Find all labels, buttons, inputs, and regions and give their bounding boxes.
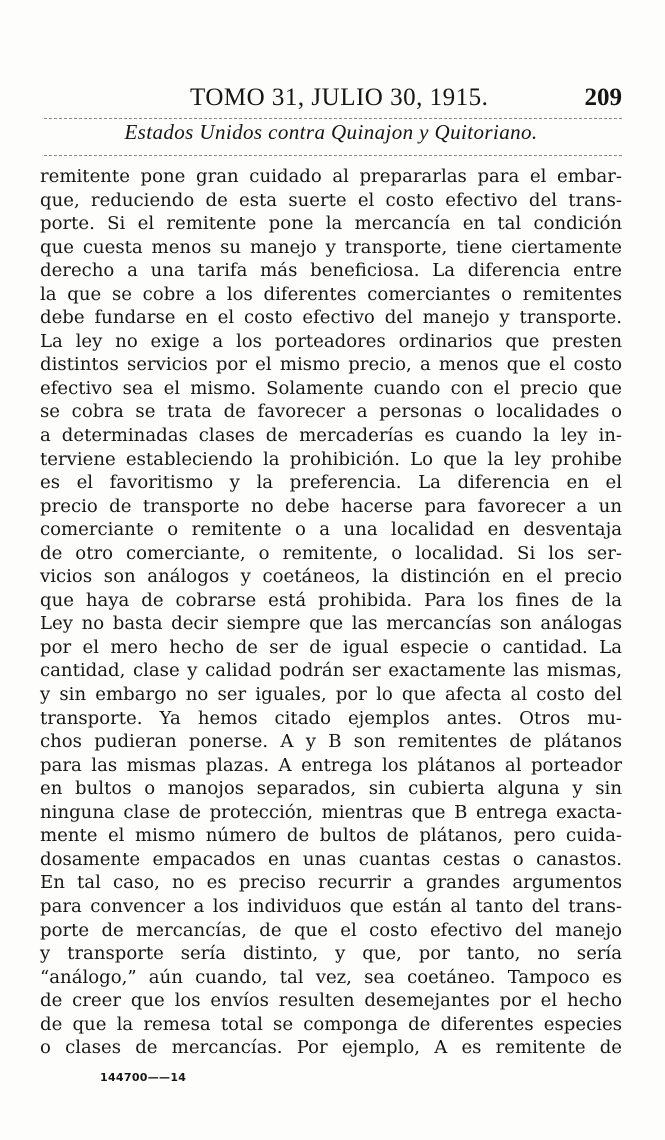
text-line: Ley no basta decir siempre que las mercancías son análogas xyxy=(40,613,622,635)
text-line: chos pudieran ponerse. A y B son remitentes de plátanos xyxy=(40,731,622,753)
text-line: para convencer a los individuos que están al tanto del trans- xyxy=(40,895,622,917)
print-signature: 144700——14 xyxy=(100,1071,187,1084)
text-line: de otro comerciante, o remitente, o localidad. Si los ser- xyxy=(40,542,622,564)
text-line: de que la remesa total se componga de diferentes especies xyxy=(40,1013,622,1035)
running-header-title: TOMO 31, JULIO 30, 1915. xyxy=(190,84,489,111)
text-line: En tal caso, no es preciso recurrir a grandes argumentos xyxy=(40,872,622,894)
text-line: “análogo,” aún cuando, tal vez, sea coetáneo. Tampoco es xyxy=(40,966,622,988)
text-line: dosamente empacados en unas cuantas cestas o canastos. xyxy=(40,848,622,870)
text-line: mente el mismo número de bultos de plátanos, pero cuida- xyxy=(40,825,622,847)
text-line: que cuesta menos su manejo y transporte, tiene ciertamente xyxy=(40,236,622,258)
text-line: precio de transporte no debe hacerse para favorecer a un xyxy=(40,495,622,517)
text-line: derecho a una tarifa más beneficiosa. La diferencia entre xyxy=(40,260,622,282)
header-rule-top xyxy=(44,118,622,119)
text-line: comerciante o remitente o a una localidad en desventaja xyxy=(40,519,622,541)
text-line: o clases de mercancías. Por ejemplo, A es remitente de xyxy=(40,1037,622,1059)
body-text xyxy=(40,165,622,1060)
text-line: que, reduciendo de esta suerte el costo efectivo del trans- xyxy=(40,189,622,211)
text-line: y transporte sería distinto, y que, por tanto, no sería xyxy=(40,943,622,965)
text-line: y sin embargo no ser iguales, por lo que afecta al costo del xyxy=(40,684,622,706)
text-line: porte de mercancías, de que el costo efectivo del manejo xyxy=(40,919,622,941)
text-line: de creer que los envíos resulten desemejantes por el hecho xyxy=(40,990,622,1012)
text-line: ninguna clase de protección, mientras que B entrega exacta- xyxy=(40,801,622,823)
text-line: porte. Si el remitente pone la mercancía en tal condición xyxy=(40,213,622,235)
text-line: remitente pone gran cuidado al prepararlas para el embar- xyxy=(40,166,622,187)
text-line: en bultos o manojos separados, sin cubierta alguna y sin xyxy=(40,778,622,800)
case-title: Estados Unidos contra Quinajon y Quitoriano. xyxy=(124,120,538,144)
text-line: cantidad, clase y calidad podrán ser exactamente las mismas, xyxy=(40,660,622,682)
text-line: terviene estableciendo la prohibición. Lo que la ley prohibe xyxy=(40,448,622,470)
text-line: a determinadas clases de mercaderías es cuando la ley in- xyxy=(40,425,622,447)
running-header xyxy=(40,84,622,114)
text-line: vicios son análogos y coetáneos, la distinción en el precio xyxy=(40,566,622,588)
text-line: para las mismas plazas. A entrega los plátanos al porteador xyxy=(40,754,622,776)
text-line: se cobra se trata de favorecer a personas o localidades o xyxy=(40,401,622,423)
page-number: 209 xyxy=(584,84,622,111)
text-line: transporte. Ya hemos citado ejemplos antes. Otros mu- xyxy=(40,707,622,729)
text-line: es el favoritismo y la preferencia. La diferencia en el xyxy=(40,472,622,494)
text-line: que haya de cobrarse está prohibida. Para los fines de la xyxy=(40,589,622,611)
text-line: La ley no exige a los porteadores ordinarios que presten xyxy=(40,330,622,352)
text-line: por el mero hecho de ser de igual especie o cantidad. La xyxy=(40,636,622,658)
text-line: la que se cobre a los diferentes comerciantes o remitentes xyxy=(40,283,622,305)
text-line: distintos servicios por el mismo precio, a menos que el costo xyxy=(40,354,622,376)
header-rule-bottom xyxy=(44,155,622,156)
text-line: efectivo sea el mismo. Solamente cuando con el precio que xyxy=(40,377,622,399)
text-line: debe fundarse en el costo efectivo del manejo y transporte. xyxy=(40,307,622,329)
